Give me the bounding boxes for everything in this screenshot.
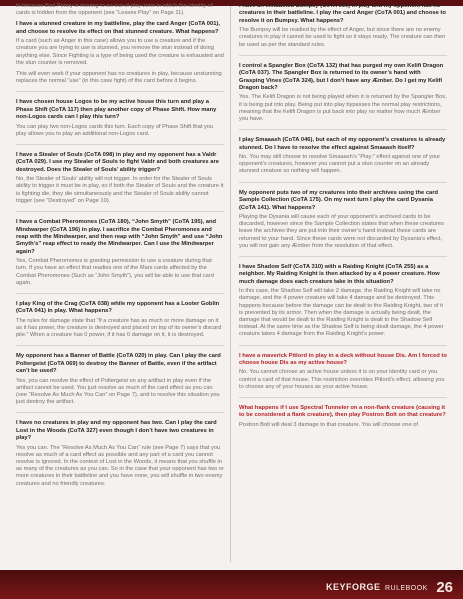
section-rule [239,397,447,398]
brand-name: KEYFORGE [325,582,381,592]
left-column [16,3,224,492]
faq-answer: You can play two non-Logos cards this turn. Each copy of Phase Shift that you play allows you to play an additional non-Logos card. [16,123,214,137]
faq-answer: Yes, you can resolve the effect of Poltergeist on any artifact in play even if the artifact cannot be used. You just resolve as much of the card effect as you can (see “Resolve As Much As You Can” on Page 7), and to resolve this situation you just destroy the artifact. [16,377,220,406]
faq-answer: No. You cannot choose an active house unless it is on your identity card or you control a card of that house. This restriction overrides Pitlord’s effect, allowing you to choose any of your houses as your active house. [239,369,445,390]
faq-answer: The Bumpsy will be readied by the effect of Anger, but since there are no enemy creatures in play it cannot be used to fight so it stays ready. The creature can then be used as per the standard rules. [239,27,446,48]
footer-label [326,577,453,596]
faq-question: I control a Spangler Box (CoTA 132) that has purged my own Kelifi Dragon (CoTA 037). The Spangler Box is returned to its owner’s hand with Grasping Vines (CoTA 324), but I don’t have any Æmber. Do I get my Kelifi Dragon back? [239,62,444,92]
faq-question: I have a maverick Pitlord in play in a deck without house Dis. Am I forced to choose house Dis as my active house? [239,352,447,366]
section-rule [16,412,224,413]
faq-question: I have an exhausted Bumpsy (CoTA 030) in play and my opponent has no creatures in their battleline. I play the card Anger (CoTA 001) and choose to resolve it on Bumpsy. What happens? [239,3,446,24]
section-rule [16,211,224,212]
faq-question: My opponent has a Banner of Battle (CoTA 020) in play. Can I play the card Poltergeist (CoTA 069) to destroy the Banner of Battle, even if the artifact can’t be used? [16,353,221,375]
section-rule [239,129,447,130]
section-rule [239,182,447,183]
faq-answer: This will even work if your opponent has no creatures in play, because unstunning replaces the normal “use” (in this case fight) of the card before it begins. [16,71,222,85]
column-divider [230,6,231,562]
faq-answer: No, the Stealer of Souls’ ability will not trigger. In order for the Stealer of Souls ability to trigger it must be in play, so if both the Stealer of Souls and the creature it is fighting die, they die simultaneously and the Stealer of Souls ability cannot trigger (see “Destroyed” on Page 10). [16,176,224,204]
section-rule [16,293,224,294]
faq-answer: No. You may still choose to resolve Smaaash’s “Play:” effect against one of your opponent’s creatures, however you cannot put a stun counter on an already stunned creature so nothing will happen. [239,154,441,175]
faq-question: I have Shadow Self (CoTA 310) with a Raiding Knight (CoTA 255) as a neighbor. My Raiding Knight is then attacked by a 4 power creature. How much damage does each creature take in this situation? [239,263,440,285]
section-rule [16,345,224,346]
section-rule [16,91,224,92]
faq-answer: In this case, the Shadow Self will take 2 damage, the Raiding Knight will take no damage, and the 4 power creature will take 4 damage and be destroyed. This happens because before the damage can be dealt to the Raiding Knight, two of it is prevented by its armor. Then when the damage is actually being dealt, the damage that would be dealt to the Raiding Knight is dealt to the Shadow Self instead. At the same time as the Shadow Self is being dealt damage, the 4 power creature takes 4 damage from the Raiding Knight’s power. [239,288,444,338]
faq-answer: Yes, Combat Pheromones is granting permission to use a creature during that turn. If you have an effect that readies one of the Mars cards affected by the Combat Pheromones (Such as “John Smyth”), you will be able to use that card again. [16,258,214,286]
section-rule [16,144,224,145]
faq-question: What happens if I use Spectral Tunneler on a non-flank creature (causing it to be considered a flank creature), then play Postron Bolt on that creature? [239,404,446,419]
faq-question: I play King of the Crag (CoTA 038) while my opponent has a Looter Goblin (CoTA 041) in play. What happens? [16,300,220,315]
faq-question: I have a stunned creature in my battleline, play the card Anger (CoTA 001), and choose to resolve its effect on that stunned creature. What happens? [16,21,221,35]
faq-question: I have no creatures in play and my opponent has two. Can I play the card Lost in the Woods (CoTA 327) even though I don’t have two creatures in play? [16,420,217,442]
section-rule [239,345,447,346]
faq-answer: Playing the Dysania will cause each of your opponent’s archived cards to be discarded, however since the Sample Collection states that when these creatures leave the archives they are put into their owner’s hand instead these cards are returned to your hand. Since these cards were not discarded by Dysania’s effect, you will not gain any Æmber from the resolution of that effect. [239,213,444,249]
faq-answer: in because Bad Penny is moving to an out-of-play zone in which the identity of cards is hidden from the opponent (see “Leaves Play” on Page 11). [16,3,213,17]
rulebook-label: RULEBOOK [384,585,428,592]
faq-question: My opponent puts two of my creatures into their archives using the card Sample Collection (CoTA 175). On my next turn I play the card Dysania (CoTA 141). What happens? [239,189,439,211]
faq-answer: If a card (such as Anger in this case) allows you to use a creature and if the creature you are trying to use is stunned, you remove the stun instead of doing anything else. Since Fighting is a type of being used the creature is exhausted and the stun counter is removed. [16,38,224,66]
faq-answer: Yes you can. The “Resolve As Much As You Can” rule (see Page 7) says that you resolve as much of a card effect as possible and any part of a card you cannot resolve is ignored. In the context of Lost in the Woods, it means that you shuffle in as many of the creatures as you can. So in the case that your opponent has two or more creatures in their battleline and you have none, you will shuffle in two enemy creatures and no friendly creatures. [16,444,224,487]
faq-question: I play Smaaash (CoTA 046), but each of my opponent’s creatures is already stunned. Do I have to resolve the effect against Smaaash itself? [239,137,446,151]
faq-answer: Postron Bolt will deal 3 damage to that creature. You will choose one of [239,421,418,428]
faq-question: I have chosen house Logos to be my active house this turn and play a Phase Shift (CoTA 117) then play another copy of Phase Shift. How many non-Logos cards can I play this turn? [16,99,217,121]
right-column [239,3,447,433]
faq-answer: Yes. The Kelifi Dragon is not being played when it is returned by the Spangler Box, it is being put into play. Being put into play bypasses the normal play restrictions, meaning that the Kelifi Dragon is put back into play no matter how much Æmber you have. [239,94,447,123]
page-number: 26 [436,579,453,596]
section-rule [239,256,447,257]
faq-question: I have a Combat Pheromones (CoTA 180), “John Smyth” (CoTA 195), and Mindwarper (CoTA 196) in play. I sacrifice the Combat Pheromones and reap with the Mindwarper, and then reap with “John Smyth” and use “John Smyth’s” reap effect to ready the Mindwarper. Can I use the Mindwarper again? [16,219,223,255]
section-rule [239,55,447,56]
faq-question: I have a Stealer of Souls (CoTA 098) in play and my opponent has a Valdr (CoTA 029). I use my Stealer of Souls to fight Valdr and both creatures are destroyed. Does the Stealer of Souls’ ability trigger? [16,152,219,173]
faq-answer: The rules for damage state that “If a creature has as much or more damage on it as it has power, the creature is destroyed and placed on top of its owner’s discard pile.” When a creature has 0 power, if it has 0 damage on it, it is destroyed. [16,317,222,339]
